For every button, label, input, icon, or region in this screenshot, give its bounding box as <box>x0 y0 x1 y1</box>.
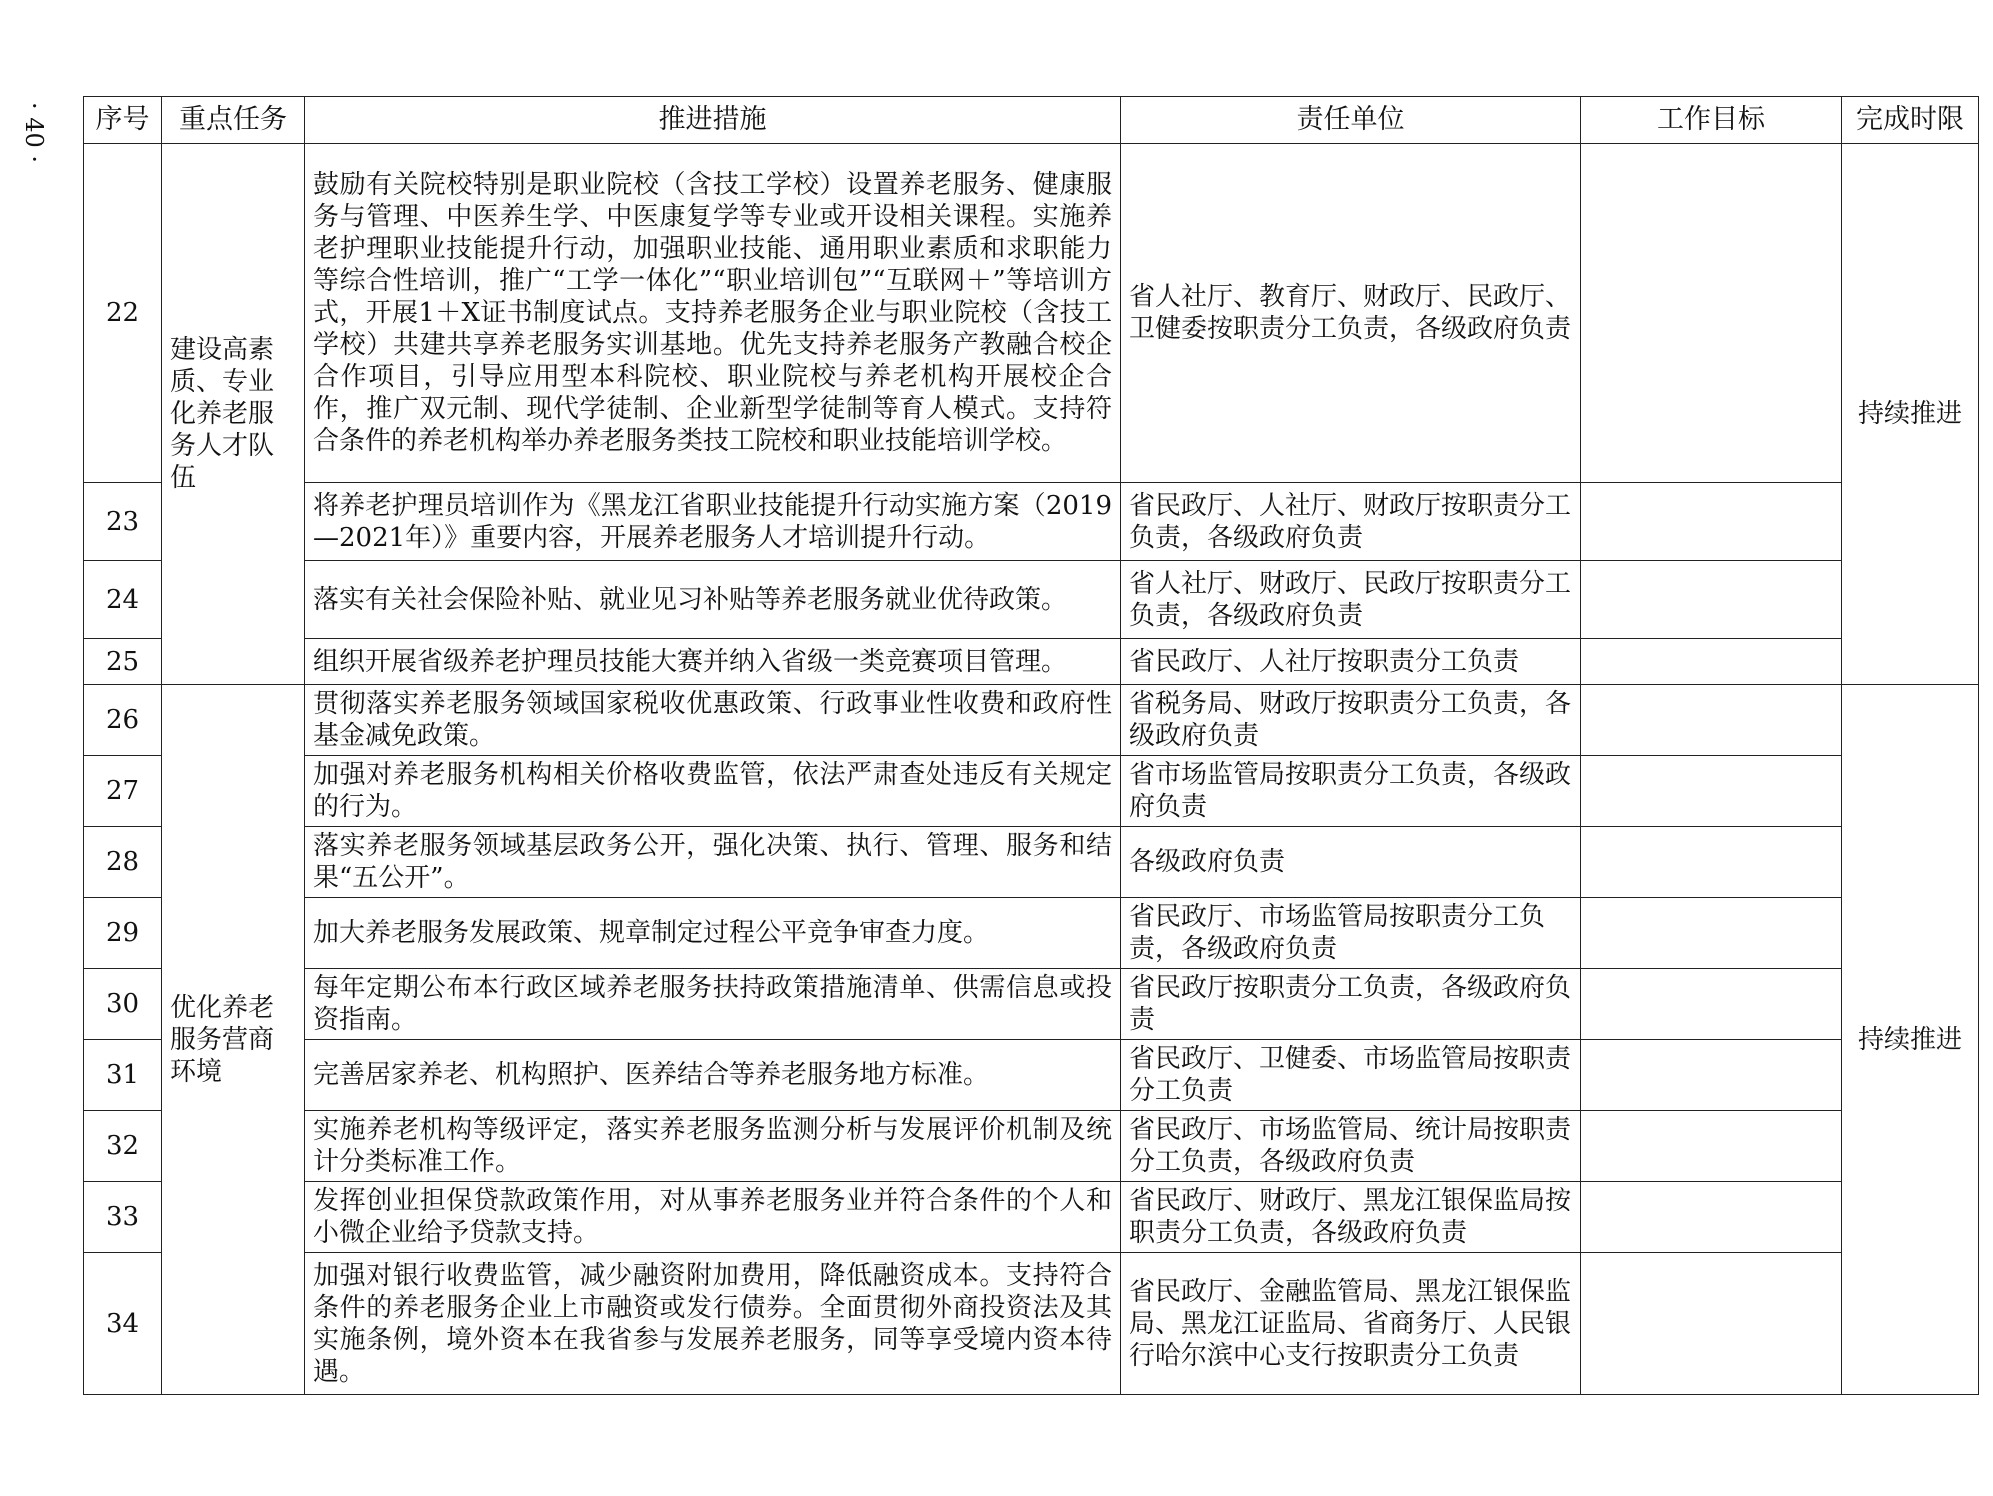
goal-cell <box>1581 639 1842 685</box>
table-row <box>84 685 1979 756</box>
seq-cell: 31 <box>84 1040 162 1111</box>
header-unit: 责任单位 <box>1121 97 1581 144</box>
seq-cell: 23 <box>84 483 162 561</box>
seq-cell: 32 <box>84 1111 162 1182</box>
seq-cell: 24 <box>84 561 162 639</box>
measure-cell: 加大养老服务发展政策、规章制定过程公平竞争审查力度。 <box>305 898 1121 969</box>
unit-cell: 各级政府负责 <box>1121 827 1581 898</box>
goal-cell <box>1581 756 1842 827</box>
seq-cell: 34 <box>84 1253 162 1395</box>
measure-cell: 鼓励有关院校特别是职业院校（含技工学校）设置养老服务、健康服务与管理、中医养生学、中医康复学等专业或开设相关课程。实施养老护理职业技能提升行动，加强职业技能、通用职业素质和求职能力等综合性培训，推广“工学一体化”“职业培训包”“互联网＋”等培训方式，开展1＋X证书制度试点。支持养老服务企业与职业院校（含技工学校）共建共享养老服务实训基地。优先支持养老服务产教融合校企合作项目，引导应用型本科院校、职业院校与养老机构开展校企合作，推广双元制、现代学徒制、企业新型学徒制等育人模式。支持符合条件的养老机构举办养老服务类技工院校和职业技能培训学校。 <box>305 144 1121 483</box>
unit-cell: 省民政厅、财政厅、黑龙江银保监局按职责分工负责，各级政府负责 <box>1121 1182 1581 1253</box>
seq-cell: 28 <box>84 827 162 898</box>
table-row <box>84 898 1979 969</box>
header-measure: 推进措施 <box>305 97 1121 144</box>
table-row <box>84 144 1979 483</box>
deadline-cell: 持续推进 <box>1842 685 1979 1395</box>
goal-cell <box>1581 898 1842 969</box>
table-row <box>84 1111 1979 1182</box>
measure-cell: 每年定期公布本行政区域养老服务扶持政策措施清单、供需信息或投资指南。 <box>305 969 1121 1040</box>
goal-cell <box>1581 561 1842 639</box>
table-row <box>84 827 1979 898</box>
seq-cell: 33 <box>84 1182 162 1253</box>
unit-cell: 省市场监管局按职责分工负责，各级政府负责 <box>1121 756 1581 827</box>
task-cell: 优化养老服务营商环境 <box>162 685 305 1395</box>
seq-cell: 27 <box>84 756 162 827</box>
unit-cell: 省人社厅、财政厅、民政厅按职责分工负责，各级政府负责 <box>1121 561 1581 639</box>
measure-cell: 将养老护理员培训作为《黑龙江省职业技能提升行动实施方案（2019—2021年）》重要内容，开展养老服务人才培训提升行动。 <box>305 483 1121 561</box>
goal-cell <box>1581 1253 1842 1395</box>
header-task: 重点任务 <box>162 97 305 144</box>
measure-cell: 贯彻落实养老服务领域国家税收优惠政策、行政事业性收费和政府性基金减免政策。 <box>305 685 1121 756</box>
header-deadline: 完成时限 <box>1842 97 1979 144</box>
unit-cell: 省民政厅、卫健委、市场监管局按职责分工负责 <box>1121 1040 1581 1111</box>
seq-cell: 26 <box>84 685 162 756</box>
unit-cell: 省民政厅按职责分工负责，各级政府负责 <box>1121 969 1581 1040</box>
goal-cell <box>1581 1182 1842 1253</box>
table-header-row <box>84 97 1979 144</box>
seq-cell: 22 <box>84 144 162 483</box>
table-row <box>84 483 1979 561</box>
unit-cell: 省民政厅、市场监管局、统计局按职责分工负责，各级政府负责 <box>1121 1111 1581 1182</box>
goal-cell <box>1581 827 1842 898</box>
unit-cell: 省民政厅、金融监管局、黑龙江银保监局、黑龙江证监局、省商务厅、人民银行哈尔滨中心支行按职责分工负责 <box>1121 1253 1581 1395</box>
seq-cell: 30 <box>84 969 162 1040</box>
table-row <box>84 1253 1979 1395</box>
measure-cell: 发挥创业担保贷款政策作用，对从事养老服务业并符合条件的个人和小微企业给予贷款支持。 <box>305 1182 1121 1253</box>
task-cell: 建设高素质、专业化养老服务人才队伍 <box>162 144 305 685</box>
measure-cell: 完善居家养老、机构照护、医养结合等养老服务地方标准。 <box>305 1040 1121 1111</box>
measure-cell: 加强对银行收费监管，减少融资附加费用，降低融资成本。支持符合条件的养老服务企业上市融资或发行债券。全面贯彻外商投资法及其实施条例，境外资本在我省参与发展养老服务，同等享受境内资本待遇。 <box>305 1253 1121 1395</box>
header-seq: 序号 <box>84 97 162 144</box>
deadline-cell: 持续推进 <box>1842 144 1979 685</box>
header-goal: 工作目标 <box>1581 97 1842 144</box>
table-row <box>84 1182 1979 1253</box>
seq-cell: 29 <box>84 898 162 969</box>
measure-cell: 加强对养老服务机构相关价格收费监管，依法严肃查处违反有关规定的行为。 <box>305 756 1121 827</box>
goal-cell <box>1581 1111 1842 1182</box>
seq-cell: 25 <box>84 639 162 685</box>
unit-cell: 省税务局、财政厅按职责分工负责，各级政府负责 <box>1121 685 1581 756</box>
table-row <box>84 561 1979 639</box>
unit-cell: 省民政厅、人社厅按职责分工负责 <box>1121 639 1581 685</box>
table-row <box>84 756 1979 827</box>
goal-cell <box>1581 483 1842 561</box>
measure-cell: 实施养老机构等级评定，落实养老服务监测分析与发展评价机制及统计分类标准工作。 <box>305 1111 1121 1182</box>
goal-cell <box>1581 685 1842 756</box>
measure-cell: 落实有关社会保险补贴、就业见习补贴等养老服务就业优待政策。 <box>305 561 1121 639</box>
table-row <box>84 639 1979 685</box>
unit-cell: 省民政厅、市场监管局按职责分工负责，各级政府负责 <box>1121 898 1581 969</box>
table-row <box>84 1040 1979 1111</box>
measure-cell: 落实养老服务领域基层政务公开，强化决策、执行、管理、服务和结果“五公开”。 <box>305 827 1121 898</box>
unit-cell: 省人社厅、教育厅、财政厅、民政厅、卫健委按职责分工负责，各级政府负责 <box>1121 144 1581 483</box>
measure-cell: 组织开展省级养老护理员技能大赛并纳入省级一类竞赛项目管理。 <box>305 639 1121 685</box>
task-table <box>83 96 1979 1395</box>
goal-cell <box>1581 969 1842 1040</box>
unit-cell: 省民政厅、人社厅、财政厅按职责分工负责，各级政府负责 <box>1121 483 1581 561</box>
table-row <box>84 969 1979 1040</box>
goal-cell <box>1581 144 1842 483</box>
goal-cell <box>1581 1040 1842 1111</box>
page-number: · 40 · <box>20 102 48 164</box>
